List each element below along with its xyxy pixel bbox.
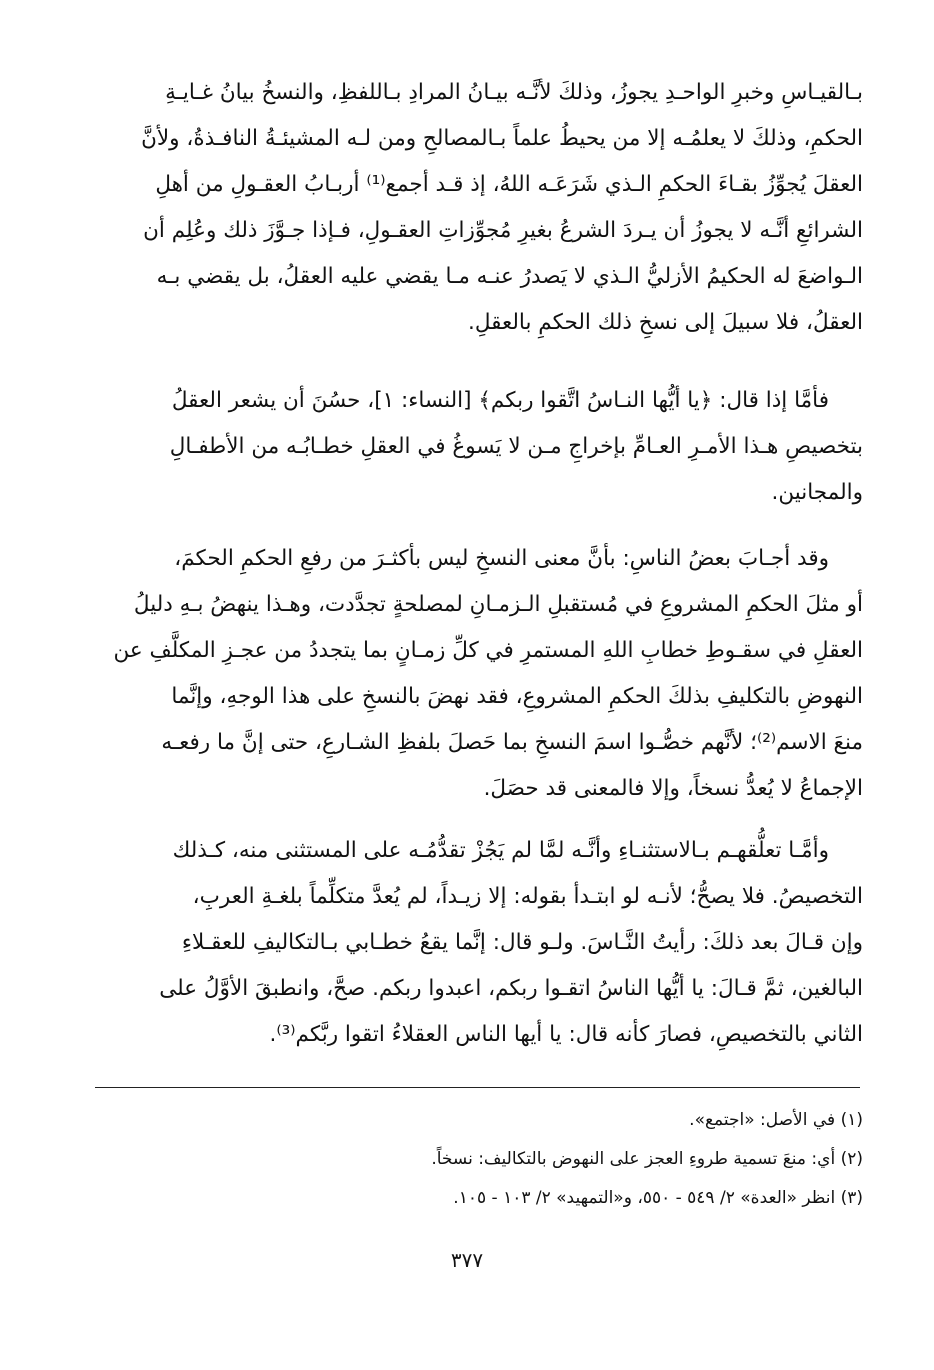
text-line: الثاني بالتخصيصِ، فصارَ كأنه قال: يا أيها الناس العقلاءُ اتقوا ربَّكم⁽³⁾.	[269, 1022, 863, 1047]
text-line: بتخصيصِ هـذا الأمـرِ العـامِّ بإخراجِ مـن لا يَسوغُ في العقلِ خطـابُـه من الأطفـالِ	[169, 434, 863, 459]
text-line: وقد أجـابَ بعضُ الناسِ: بأنَّ معنى النسخِ ليس بأكثـرَ من رفعِ الحكمِ الحكمَ،	[174, 546, 829, 571]
text-line: العقلِ في سقـوطِ خطابِ اللهِ المستمرِ في كلِّ زمـانٍ بما يتجددُ من عجـزِ المكلَّفِ عن	[113, 638, 863, 663]
footnotes	[95, 1101, 863, 1218]
footnote-3: (٣) انظر «العدة» ٢/ ٥٤٩ - ٥٥٠، و«التمهيد» ٢/ ١٠٣ - ١٠٥.	[453, 1188, 863, 1208]
footnote-divider	[95, 1087, 860, 1088]
text-line: النهوضِ بالتكليفِ بذلكَ الحكمِ المشروعِ، فقد نهضَ بالنسخِ على هذا الوجهِ، وإنَّما	[171, 684, 863, 709]
text-line: العقلَ يُجوِّزُ بقـاءَ الحكمِ الـذي شَرَعَـه اللهُ، إذ قـد أجمع⁽¹⁾ أربـابُ العقـولِ من أهلِ	[155, 172, 863, 197]
paragraph-1	[95, 70, 863, 346]
footnote-1: (١) في الأصل: «اجتمع».	[689, 1110, 863, 1130]
text-line: أو مثلَ الحكمِ المشروعِ في مُستقبلِ الـزمـانِ لمصلحةٍ تجدَّدت، وهـذا ينهضُ بـهِ دليلُ	[133, 592, 863, 617]
text-line: فأمَّا إذا قال: ﴿يا أيُّها النـاسُ اتَّقوا ربكم﴾ [النساء: ١]، حسُنَ أن يشعر العقلُ	[171, 388, 829, 413]
page-number: ٣٧٧	[450, 1248, 484, 1272]
text-line: وإن قـالَ بعد ذلكَ: رأيتُ النَّـاسَ. ولـو قال: إنَّما يقعُ خطـابي بـالتكاليفِ للعقـلاءِ	[181, 930, 863, 955]
text-line: الشرائعِ أنَّـه لا يجوزُ أن يـردَ الشرعُ بغيرِ مُجوِّزاتِ العقـولِ، فـإذا جـوَّزَ ذلك وعُلِم أن	[143, 218, 863, 243]
text-line: بـالقيـاسِ وخبرِ الواحـدِ يجوزُ، وذلكَ لأنَّـه بيـانُ المرادِ بـاللفظِ، والنسخُ بيانُ غـايـةِ	[165, 80, 863, 105]
text-line: البالغين، ثمَّ قـالَ: يا أيُّها الناسُ اتقـوا ربكم، اعبدوا ربكم. صحَّ، وانطبقَ الأوَّلُ على	[159, 976, 863, 1001]
paragraph-2	[95, 378, 863, 516]
text-line: الحكمِ، وذلكَ لا يعلمُـه إلا من يحيطُ علماً بـالمصالحِ ومن لـه المشيئـةُ النافـذةُ، ولأنَّ	[141, 126, 863, 151]
paragraph-4	[95, 828, 863, 1058]
text-line: وأمَّـا تعلُّقهـم بـالاستثنـاءِ وأنَّـه لمَّا لم يَجُزْ تقدُّمُـه على المستثنى منه، كـذلك	[172, 838, 829, 863]
paragraph-3	[95, 536, 863, 812]
text-line: منعَ الاسم⁽²⁾؛ لأنَّهم خصُّـوا اسمَ النسخِ بما حَصلَ بلفظِ الشـارعِ، حتى إنَّ ما رفعـه	[161, 730, 863, 755]
text-line: العقلُ، فلا سبيلَ إلى نسخِ ذلك الحكمِ بالعقلِ.	[468, 310, 863, 335]
text-line: الـواضعَ له الحكيمُ الأزليُّ الـذي لا يَصدرُ عنـه مـا يقضي عليه العقلُ، بل يقضي بـه	[156, 264, 863, 289]
text-line: والمجانين.	[771, 480, 863, 505]
footnote-2: (٢) أي: منعَ تسمية طروءِ العجز على النهوض بالتكاليف: نسخاً.	[431, 1149, 863, 1169]
text-line: الإجماعُ لا يُعدُّ نسخاً، وإلا فالمعنى قد حصَلَ.	[483, 776, 863, 801]
text-line: التخصيصُ. فلا يصحُّ؛ لأنـه لو ابتـدأ بقوله: إلا زيـداً، لم يُعدَّ متكلِّماً بلغـةِ العربِ،	[192, 884, 863, 909]
